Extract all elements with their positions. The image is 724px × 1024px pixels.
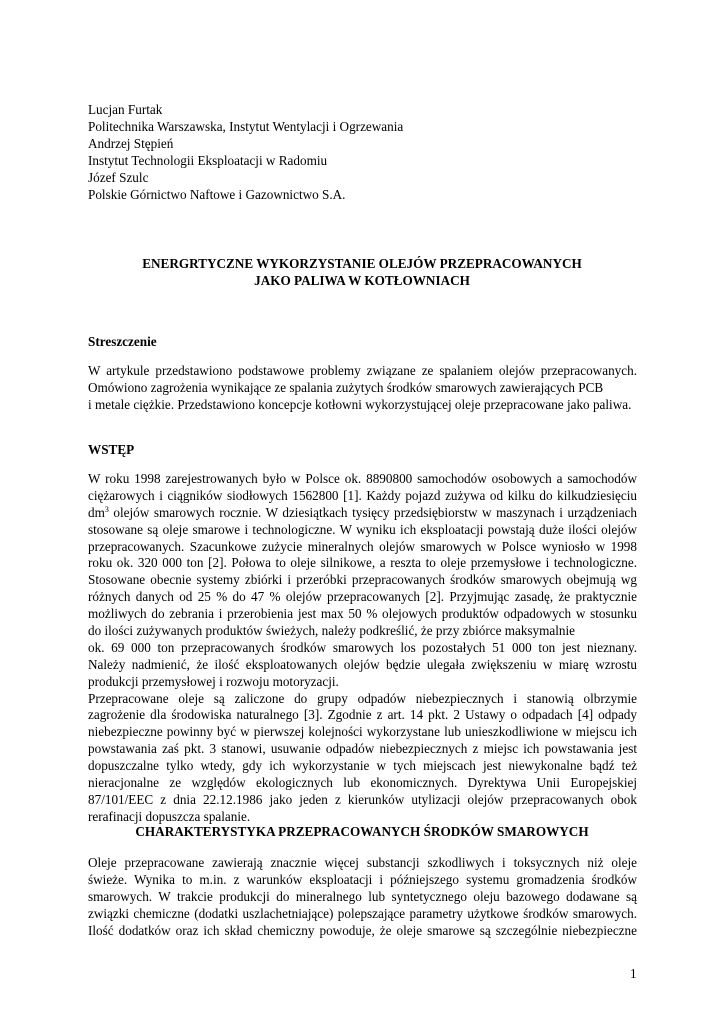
text-line: świeże. Wynika to m.in. z warunków eksploatacji i późniejszego systemu gromadzenia środków bbox=[88, 871, 637, 887]
text-line: W roku 1998 zarejestrowanych było w Polsce ok. 8890800 samochodów osobowych a samochodów bbox=[88, 471, 637, 486]
text-line: Ilość dodatków oraz ich skład chemiczny powoduje, że oleje smarowe są szczególnie niebezpieczne bbox=[88, 922, 637, 938]
paper-title bbox=[88, 255, 636, 289]
text-line: roku ok. 320 000 ton [2]. Połowa to oleje silnikowe, a reszta to oleje przemysłowe i technologiczne. bbox=[88, 555, 637, 571]
author-name: Józef Szulc bbox=[88, 170, 149, 185]
unit-text: dm bbox=[88, 504, 105, 520]
text-line: zagrożenie dla środowiska naturalnego [3]. Zgodnie z art. 14 pkt. 2 Ustawy o odpadach [4] odpady bbox=[88, 707, 637, 723]
abstract-paragraph bbox=[88, 363, 637, 414]
author-affiliation: Politechnika Warszawska, Instytut Wentylacji i Ogrzewania bbox=[88, 119, 404, 134]
text-line: smarowych. W trakcie produkcji do mineralnego lub syntetycznego oleju bazowego dodawane są bbox=[88, 888, 637, 904]
text-line: przepracowanych. Szacunkowe zużycie mineralnych olejów smarowych w Polsce wyniosło w 1998 bbox=[88, 538, 637, 554]
text-line: możliwych do zebrania i przerobienia jest max 50 % olejowych produktów odpadowych w stosunku bbox=[88, 606, 637, 622]
text-line: do ilości zużywanych produktów świeżych, należy podkreślić, że przy zbiórce maksymalnie bbox=[88, 623, 576, 639]
text-line: niebezpieczne powinny być w pierwszej kolejności wykorzystane lub unieszkodliwione w miejscu ich bbox=[88, 724, 637, 740]
text-line: Oleje przepracowane zawierają znacznie więcej substancji szkodliwych i toksycznych niż oleje bbox=[88, 855, 637, 870]
text-line: ciężarowych i ciągników siodłowych 1562800 [1]. Każdy pojazd zużywa od kilku do kilkudziesięciu bbox=[88, 487, 637, 503]
intro-heading: WSTĘP bbox=[88, 442, 135, 457]
text-line: związki chemiczne (dodatki uszlachetniające) polepszające parametry użytkowe środków smarowych. bbox=[88, 905, 637, 921]
author-affiliations bbox=[88, 101, 403, 203]
text-line: Omówiono zagrożenia wynikające ze spalania zużytych środków smarowych zawierających PCB bbox=[88, 379, 604, 395]
text-line bbox=[88, 505, 637, 522]
title-line: JAKO PALIWA W KOTŁOWNIACH bbox=[254, 273, 470, 288]
author-affiliation: Instytut Technologii Eksploatacji w Radomiu bbox=[88, 153, 328, 168]
text-line: Stosowane obecnie systemy zbiórki i przeróbki przepracowanych środków smarowych obejmują wg bbox=[88, 572, 637, 588]
text-line: stosowane są oleje smarowe i technologiczne. W wyniku ich eksploatacji powstają duże ilości olejów bbox=[88, 521, 637, 537]
line-rest-text: olejów smarowych rocznie. W dziesiątkach tysięcy przedsiębiorstw w maszynach i urządzeniach bbox=[108, 504, 637, 520]
title-line: ENERGRTYCZNE WYKORZYSTANIE OLEJÓW PRZEPRACOWANYCH bbox=[142, 256, 582, 271]
text-line: rerafinacji dopuszcza spalanie. bbox=[88, 808, 251, 824]
text-line: ok. 69 000 ton przepracowanych środków smarowych los pozostałych 51 000 ton jest nieznany. bbox=[88, 639, 637, 655]
intro-paragraph-1 bbox=[88, 471, 637, 826]
text-line: dopuszczalne tylko wtedy, gdy ich wykorzystanie w tych miejscach jest niewykonalne bądź też bbox=[88, 758, 637, 774]
author-name: Lucjan Furtak bbox=[88, 102, 163, 117]
text-line: powstawania zaś pkt. 3 stanowi, usuwanie odpadów niebezpiecznych z miejsc ich powstawania jest bbox=[88, 741, 637, 757]
abstract-heading: Streszczenie bbox=[88, 334, 157, 349]
text-line: Należy nadmienić, że ilość eksploatowanych olejów będzie ulegała zwiększeniu w miarę wzrostu bbox=[88, 656, 637, 672]
section-paragraph bbox=[88, 855, 637, 939]
text-line: różnych danych od 25 % do 47 % olejów przepracowanych [2]. Przyjmując zasadę, że praktycznie bbox=[88, 589, 637, 605]
section-heading: CHARAKTERYSTYKA PRZEPRACOWANYCH ŚRODKÓW SMAROWYCH bbox=[135, 824, 589, 839]
text-line: produkcji przemysłowej i rozwoju motoryzacji. bbox=[88, 673, 339, 689]
text-line: nieracjonalne ze względów ekologicznych lub ekonomicznych. Dyrektywa Unii Europejskiej bbox=[88, 775, 637, 791]
author-affiliation: Polskie Górnictwo Naftowe i Gazownictwo S.A. bbox=[88, 187, 346, 202]
text-line: 87/101/EEC z dnia 22.12.1986 jako jeden z kierunków utylizacji olejów przepracowanych obok bbox=[88, 791, 637, 807]
text-line: W artykule przedstawiono podstawowe problemy związane ze spalaniem olejów przepracowanych. bbox=[88, 363, 637, 378]
page-number: 1 bbox=[630, 966, 637, 981]
author-name: Andrzej Stępień bbox=[88, 136, 174, 151]
text-line: i metale ciężkie. Przedstawiono koncepcje kotłowni wykorzystującej oleje przepracowane jako paliwa. bbox=[88, 396, 632, 412]
text-line: Przepracowane oleje są zaliczone do grupy odpadów niebezpiecznych i stanowią olbrzymie bbox=[88, 690, 637, 706]
unit-superscript: 3 bbox=[104, 504, 109, 514]
